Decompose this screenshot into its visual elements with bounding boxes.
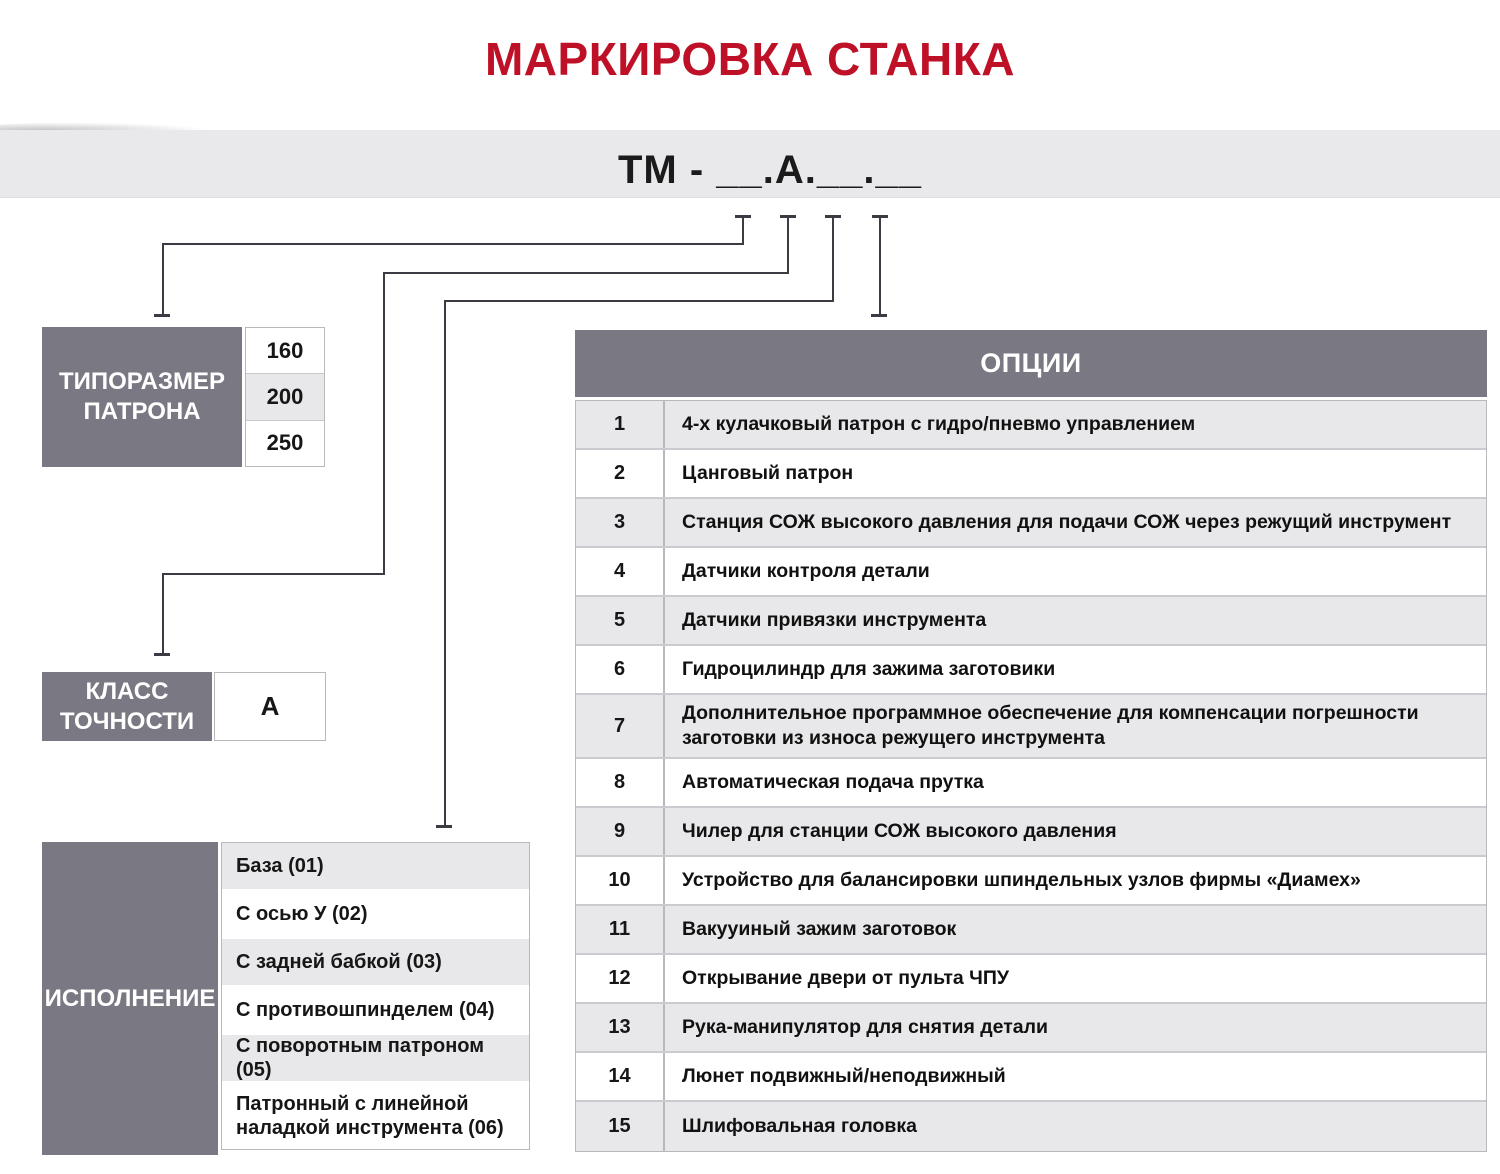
- option-text: Станция СОЖ высокого давления для подачи СОЖ через режущий инструмент: [682, 510, 1452, 533]
- table-row: [576, 1053, 1486, 1102]
- connector-line: [383, 272, 789, 274]
- option-text: Чилер для станции СОЖ высокого давления: [682, 819, 1117, 842]
- table-row: [576, 695, 1486, 759]
- option-number: 2: [576, 450, 665, 497]
- chuck-size-label: ТИПОРАЗМЕР ПАТРОНА: [58, 368, 226, 425]
- table-row: [576, 548, 1486, 597]
- option-number: 8: [576, 759, 665, 806]
- chuck-size-value-250: 250: [246, 421, 324, 466]
- option-number: 4: [576, 548, 665, 595]
- options-table-rows: [575, 400, 1487, 1152]
- chuck-size-value-160: 160: [246, 328, 324, 374]
- connector-line: [162, 243, 164, 317]
- connector-line: [162, 243, 744, 245]
- connector-line: [444, 300, 446, 828]
- option-number: 9: [576, 808, 665, 855]
- chuck-size-values: [245, 327, 325, 467]
- option-text: Гидроцилиндр для зажима заготовики: [682, 657, 1056, 680]
- option-number: 1: [576, 401, 665, 448]
- connector-line: [879, 215, 881, 317]
- execution-label: ИСПОЛНЕНИЕ: [44, 984, 216, 1012]
- table-row: [576, 597, 1486, 646]
- connector-line: [444, 300, 834, 302]
- option-text: Устройство для балансировки шпиндельных узлов фирмы «Диамех»: [682, 868, 1361, 891]
- connector-line: [162, 573, 385, 575]
- accuracy-class-value: А: [214, 672, 326, 741]
- option-number: 5: [576, 597, 665, 644]
- option-number: 14: [576, 1053, 665, 1100]
- connector-cap: [154, 314, 170, 317]
- connector-line: [162, 573, 164, 656]
- option-number: 12: [576, 955, 665, 1002]
- option-number: 3: [576, 499, 665, 546]
- accuracy-class-label-box: [42, 672, 212, 741]
- option-text: Автоматическая подача прутка: [682, 770, 984, 793]
- option-number: 6: [576, 646, 665, 693]
- connector-line: [787, 215, 789, 274]
- option-number: 7: [576, 695, 665, 757]
- option-number: 13: [576, 1004, 665, 1051]
- accuracy-class-label: КЛАСС ТОЧНОСТИ: [59, 677, 195, 735]
- execution-option: С осью У (02): [222, 891, 529, 939]
- table-row: [576, 857, 1486, 906]
- table-row: [576, 1004, 1486, 1053]
- table-row: [576, 906, 1486, 955]
- chuck-size-value-200: 200: [246, 374, 324, 420]
- connector-line: [383, 272, 385, 575]
- option-text: Датчики контроля детали: [682, 559, 930, 582]
- option-text: Датчики привязки инструмента: [682, 608, 987, 631]
- option-text: Цанговый патрон: [682, 461, 854, 484]
- execution-option: С противошпинделем (04): [222, 987, 529, 1035]
- chuck-size-label-box: [42, 327, 242, 467]
- option-number: 10: [576, 857, 665, 904]
- option-text: Дополнительное программное обеспечение для компенсации погрешности заготовки из износа режущего инструмента: [682, 701, 1419, 749]
- table-row: [576, 759, 1486, 808]
- table-row: [576, 401, 1486, 450]
- execution-label-box: [42, 842, 218, 1155]
- option-text: Вакууиный зажим заготовок: [682, 917, 957, 940]
- connector-cap: [436, 825, 452, 828]
- options-table: [575, 330, 1487, 1152]
- table-row: [576, 955, 1486, 1004]
- option-number: 15: [576, 1102, 665, 1151]
- option-text: Люнет подвижный/неподвижный: [682, 1064, 1006, 1087]
- connector-cap: [154, 653, 170, 656]
- execution-option: Патронный с линейной наладкой инструмента (06): [222, 1083, 529, 1149]
- table-row: [576, 808, 1486, 857]
- option-text: Открывание двери от пульта ЧПУ: [682, 966, 1009, 989]
- options-table-header: ОПЦИИ: [575, 330, 1487, 397]
- table-row: [576, 646, 1486, 695]
- execution-option: С поворотным патроном (05): [222, 1035, 529, 1083]
- option-text: Шлифовальная головка: [682, 1114, 917, 1137]
- page-title: МАРКИРОВКА СТАНКА: [484, 33, 1016, 85]
- option-number: 11: [576, 906, 665, 953]
- execution-option: С задней бабкой (03): [222, 939, 529, 987]
- execution-option: База (01): [222, 843, 529, 891]
- execution-options: [221, 842, 530, 1150]
- option-text: Рука-манипулятор для снятия детали: [682, 1015, 1049, 1038]
- connector-cap: [871, 314, 887, 317]
- table-row: [576, 1102, 1486, 1151]
- marking-formula: ТМ - __.А.__.__: [617, 148, 923, 192]
- table-row: [576, 450, 1486, 499]
- table-row: [576, 499, 1486, 548]
- option-text: 4-х кулачковый патрон с гидро/пневмо управлением: [682, 412, 1196, 435]
- connector-line: [832, 215, 834, 302]
- connector-line: [742, 215, 744, 245]
